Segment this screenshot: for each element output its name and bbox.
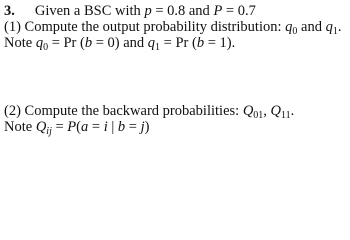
problem-number: 3. (4, 3, 15, 19)
var-P: P (213, 3, 223, 19)
q0-subscript: 0 (43, 42, 49, 53)
var-Qij: Q (35, 119, 47, 135)
var-q1: q (325, 19, 333, 35)
var-P: P (67, 119, 77, 135)
note-word: Note (4, 35, 33, 51)
problem-statement (4, 3, 256, 19)
part-1-label: (1) (4, 19, 21, 35)
equals-i: = (88, 119, 104, 135)
var-b: b (117, 119, 126, 135)
Qij-subscript: ij (46, 126, 52, 137)
note-word: Note (4, 119, 33, 135)
part-2-text: Compute the backward probabilities: (24, 103, 240, 119)
var-Q01: Q (242, 103, 254, 119)
part-1-question (4, 19, 341, 35)
comma: , (263, 103, 267, 119)
part-2-question (4, 103, 294, 119)
part-1-note (4, 35, 235, 51)
Q11-subscript: 11 (281, 110, 291, 121)
var-i: i (103, 119, 108, 135)
pr-open-2: = Pr ( (160, 35, 197, 51)
b-equals-1: = 1). (204, 35, 236, 51)
var-q1: q (147, 35, 156, 51)
var-q0: q (285, 19, 293, 35)
part-2-label: (2) (4, 103, 21, 119)
period: . (290, 103, 295, 119)
part-2-note (4, 119, 149, 135)
equals-j: = (125, 119, 141, 135)
q1-subscript: 1 (332, 26, 338, 37)
paren-open: ( (76, 119, 81, 135)
and-word: and (301, 19, 322, 35)
b-equals-0: = 0) and (92, 35, 148, 51)
problem-intro: Given a BSC with (34, 3, 141, 19)
paren-close: ) (144, 119, 150, 135)
var-Q11: Q (270, 103, 282, 119)
pr-open: = Pr ( (48, 35, 85, 51)
given-bar: | (107, 119, 118, 135)
var-j: j (140, 119, 145, 135)
Q01-subscript: 01 (253, 110, 264, 121)
var-b-2: b (196, 35, 205, 51)
var-b: b (84, 35, 93, 51)
q1-subscript: 1 (155, 42, 161, 53)
var-p: p (144, 3, 152, 19)
var-q0: q (35, 35, 44, 51)
p-value: = 0.8 and (151, 3, 214, 19)
q0-subscript: 0 (292, 26, 298, 37)
part-1-text: Compute the output probability distribution: (24, 19, 282, 35)
var-a: a (81, 119, 89, 135)
P-value: = 0.7 (222, 3, 256, 19)
period: . (337, 19, 342, 35)
equals: = (51, 119, 68, 135)
